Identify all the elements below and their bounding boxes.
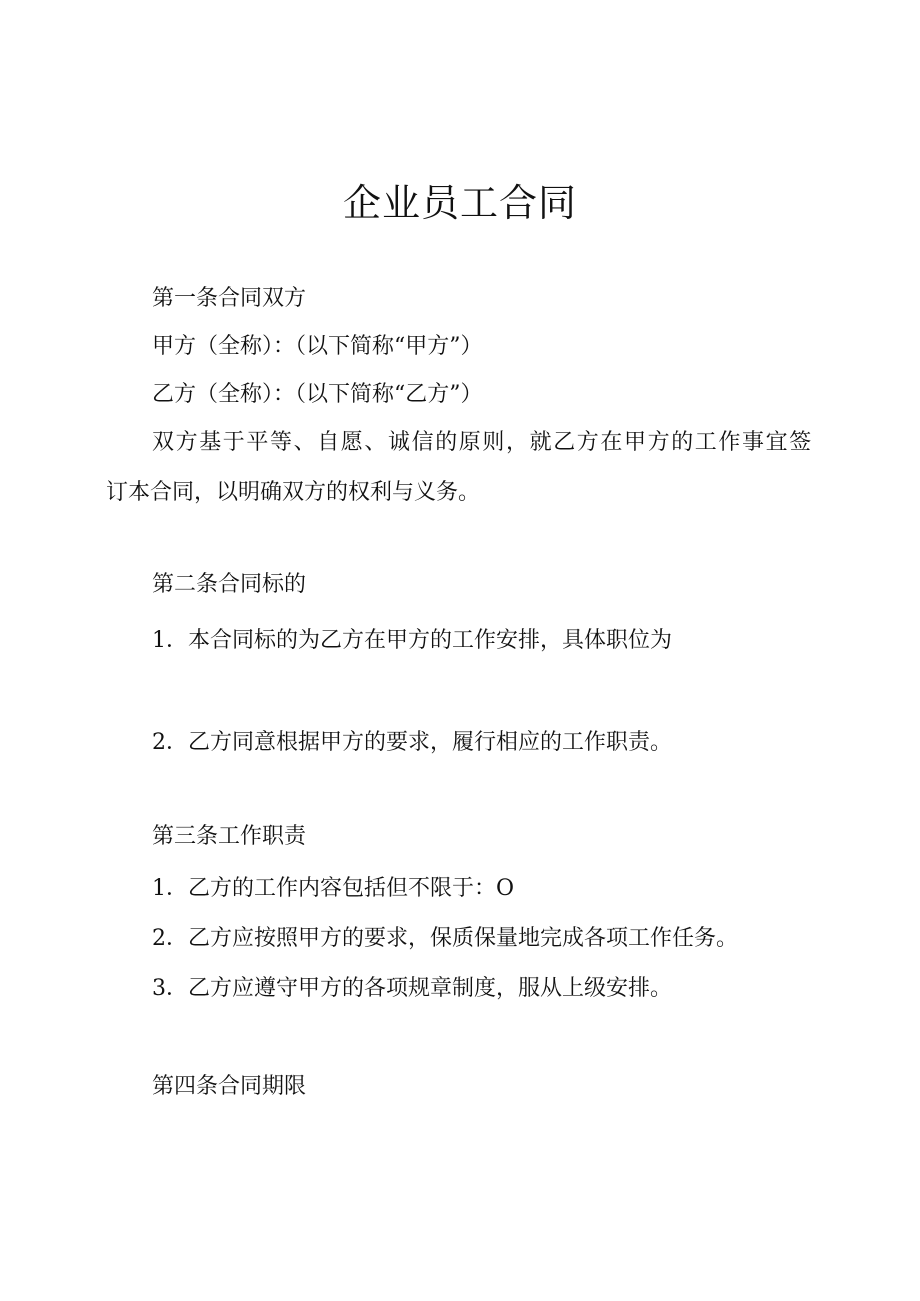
section-3-item-3: 3．乙方应遵守甲方的各项规章制度，服从上级安排。: [152, 976, 672, 1001]
document-title: 企业员工合同: [342, 181, 577, 225]
section-2-item-2: 2．乙方同意根据甲方的要求，履行相应的工作职责。: [152, 730, 672, 755]
section-2-item-1: 1．本合同标的为乙方在甲方的工作安排，具体职位为: [152, 628, 672, 653]
section-3-item-1: 1．乙方的工作内容包括但不限于：O: [152, 876, 515, 901]
section-1-heading: 第一条合同双方: [152, 286, 307, 311]
section-3-item-2: 2．乙方应按照甲方的要求，保质保量地完成各项工作任务。: [152, 926, 738, 951]
intro-paragraph-line-1: 双方基于平等、自愿、诚信的原则，就乙方在甲方的工作事宜签: [152, 430, 813, 455]
section-4-heading: 第四条合同期限: [152, 1074, 307, 1099]
party-a-line: 甲方（全称）：（以下简称“甲方”）: [152, 334, 483, 359]
party-b-line: 乙方（全称）：（以下简称“乙方”）: [152, 382, 483, 407]
section-3-heading: 第三条工作职责: [152, 824, 307, 849]
intro-paragraph-line-2: 订本合同，以明确双方的权利与义务。: [106, 480, 481, 505]
section-2-heading: 第二条合同标的: [152, 572, 307, 597]
